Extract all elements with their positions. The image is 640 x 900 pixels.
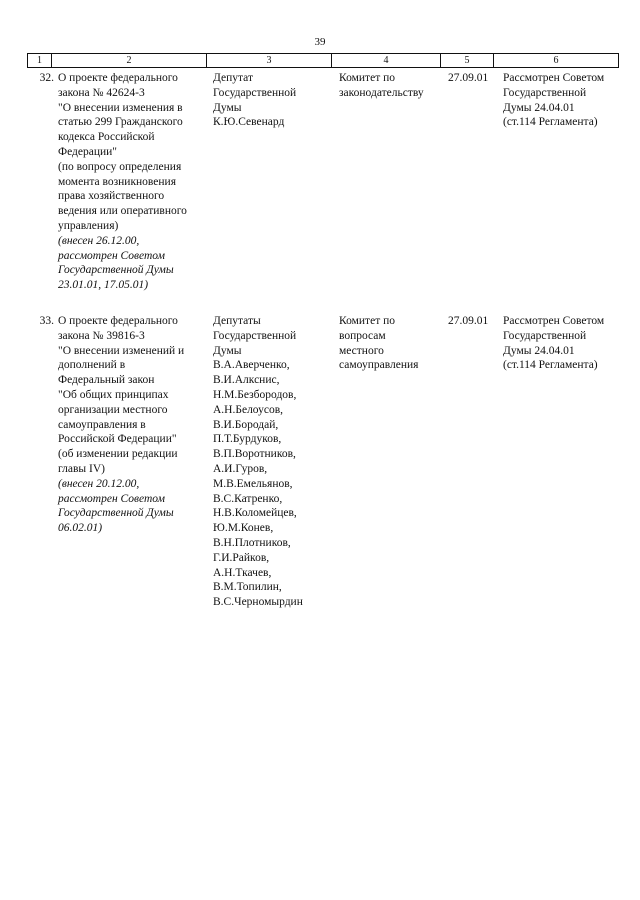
decision-line: Государственной [503,86,587,99]
authors-line: А.Н.Ткачев, [213,566,272,579]
title-line: (об изменении редакции [58,448,178,461]
decision-line: Государственной [503,329,587,342]
column-number-5: 5 [440,54,493,67]
title-line: момента возникновения [58,175,176,188]
authors-line: В.И.Алкснис, [213,374,280,387]
authors-line: П.Т.Бурдуков, [213,433,282,446]
title-note-line: рассмотрен Советом [58,492,165,505]
title-line: О проекте федерального [58,315,178,327]
authors-line: Г.И.Райков, [213,551,270,564]
title-line: Федеральный закон [58,374,155,387]
title-line: (по вопросу определения [58,160,182,173]
title-line: кодекса Российской [58,131,155,144]
authors-line: В.С.Катренко, [213,492,283,505]
title-line: Федерации" [58,145,118,158]
authors-line: В.И.Бородай, [213,418,279,431]
council-decision [503,71,604,130]
authors-line: В.А.Аверченко, [213,359,290,372]
decision-line: (ст.114 Регламента) [503,116,598,129]
title-line: закона № 39816-3 [58,329,145,342]
decision-line: Думы 24.04.01 [503,101,575,114]
title-note-line: (внесен 26.12.00, [58,234,140,247]
column-number-1: 1 [37,55,42,66]
title-line: дополнений в [58,359,126,372]
authors-line: В.П.Воротников, [213,448,296,461]
authors-line: А.Н.Белоусов, [213,403,284,416]
title-line: главы IV) [58,462,105,475]
title-line: "О внесении изменения в [58,101,183,114]
title-note-line: рассмотрен Советом [58,249,165,262]
decision-line: Думы 24.04.01 [503,344,575,357]
authors-line: Думы [213,101,242,114]
authors-line: Государственной [213,86,297,99]
committee-line: вопросам [339,329,386,342]
authors-line: А.И.Гуров, [213,462,268,475]
table-header-row [27,53,619,68]
title-line: управления) [58,219,119,232]
submission-date: 27.09.01 [448,72,489,84]
title-note-line: Государственной Думы [58,507,174,520]
authors-line: Н.М.Безбородов, [213,388,297,401]
authors-line: Думы [213,344,242,357]
authors-line: К.Ю.Севенард [213,116,285,129]
column-number-2: 2 [51,54,206,67]
authors-line: Ю.М.Конев, [213,522,274,535]
row-number: 33. [39,315,54,327]
bill-authors [213,71,296,130]
title-line: "О внесении изменений и [58,344,185,357]
bill-authors [213,314,303,610]
decision-line: Рассмотрен Советом [503,72,605,84]
authors-line: Депутаты [213,315,261,327]
title-line: права хозяйственного [58,190,165,203]
authors-line: Государственной [213,329,297,342]
bill-title [58,314,184,536]
title-note-line: (внесен 20.12.00, [58,477,140,490]
title-line: ведения или оперативного [58,205,187,218]
authors-line: В.С.Черномырдин [213,596,303,609]
decision-line: (ст.114 Регламента) [503,359,598,372]
column-number-3: 3 [206,54,331,67]
committee-line: местного [339,344,384,357]
title-line: закона № 42624-3 [58,86,145,99]
decision-line: Рассмотрен Советом [503,315,605,327]
authors-line: Депутат [213,72,253,84]
responsible-committee [339,314,418,373]
column-number-6: 6 [493,54,618,67]
title-note-line: Государственной Думы [58,264,174,277]
committee-line: Комитет по [339,72,395,84]
title-line: "Об общих принципах [58,388,169,401]
bill-title [58,71,187,293]
authors-line: В.Н.Плотников, [213,536,291,549]
title-line: Российской Федерации" [58,433,177,446]
committee-line: Комитет по [339,315,395,327]
title-note-line: 06.02.01) [58,522,103,535]
title-line: организации местного [58,403,168,416]
authors-line: Н.В.Коломейцев, [213,507,297,520]
responsible-committee [339,71,424,101]
title-line: О проекте федерального [58,72,178,84]
page-number: 39 [314,36,326,48]
authors-line: В.М.Топилин, [213,581,282,594]
council-decision [503,314,604,373]
column-number-4: 4 [331,54,440,67]
title-line: самоуправления в [58,418,146,431]
title-line: статью 299 Гражданского [58,116,183,129]
row-number: 32. [39,72,54,84]
committee-line: самоуправления [339,359,419,372]
submission-date: 27.09.01 [448,315,489,327]
authors-line: М.В.Емельянов, [213,477,293,490]
committee-line: законодательству [339,86,424,99]
title-note-line: 23.01.01, 17.05.01) [58,279,149,292]
